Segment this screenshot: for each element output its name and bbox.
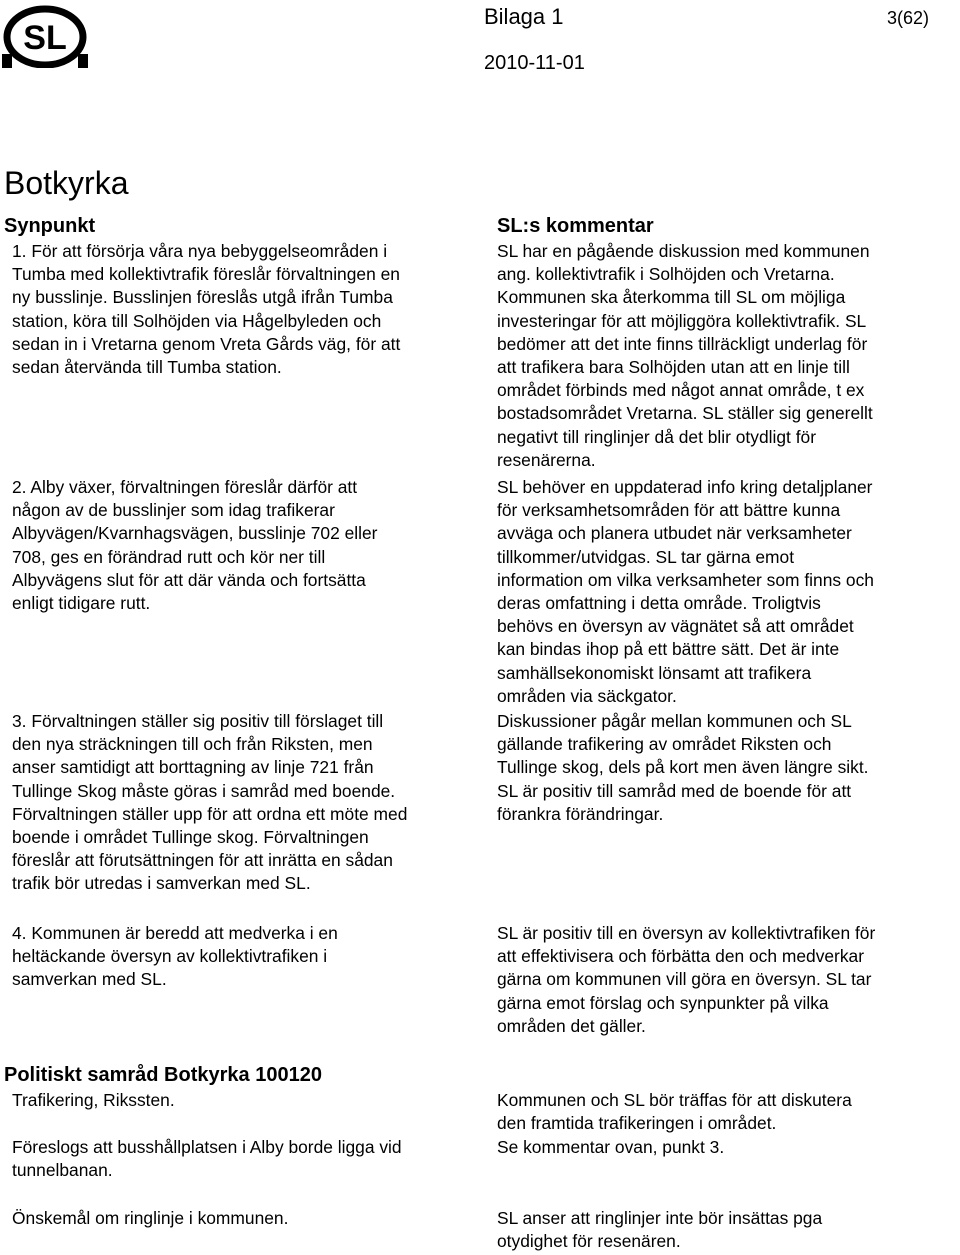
page-title: Botkyrka	[4, 165, 129, 201]
kommentar-3: Diskussioner pågår mellan kommunen och SL gällande trafikering av området Riksten och Tullinge skog, dels på kort men även längre sikt. SL är positiv till samråd med de boende för att förankra förändringar.	[497, 711, 869, 824]
column-header-sl-kommentar: SL:s kommentar	[497, 215, 654, 237]
header-title: Bilaga 1	[484, 4, 564, 29]
column-header-synpunkt: Synpunkt	[4, 215, 96, 237]
synpunkt-1: 1. För att försörja våra nya bebyggelseområden i Tumba med kollektivtrafik föreslår förvaltningen en ny busslinje. Busslinjen föreslås utgå ifrån Tumba station, köra till Solhöjden via Hågelbyleden och sedan in i Vretarna genom Vreta Gårds väg, för att sedan återvända till Tumba station.	[12, 241, 401, 378]
page-number: 3(62)	[887, 8, 930, 28]
samrad-synpunkt-1: Trafikering, Rikssten.	[12, 1090, 175, 1110]
document-date: 2010-11-01	[484, 52, 585, 74]
kommentar-2: SL behöver en uppdaterad info kring detaljplaner för verksamhetsområden för att bättre kunna avväga och planera utbudet när verksamheter tillkommer/utvidgas. SL tar gärna emot information om vilka verksamheter som finns och deras omfattning i detta område. Troligtvis behövs en översyn av vägnätet så att området kan bindas ihop på ett bättre sätt. Det är inte samhällsekonomiskt lönsamt att trafikera områden via säckgator.	[497, 477, 874, 706]
synpunkt-2: 2. Alby växer, förvaltningen föreslår därför att någon av de busslinjer som idag trafikerar Albyvägen/Kvarnhagsvägen, busslinje 702 eller 708, ges en förändrad rutt och kör ner till Albyvägens slut för att där vända och fortsätta enligt tidigare rutt.	[12, 477, 378, 614]
samrad-kommentar-1: Kommunen och SL bör träffas för att diskutera den framtida trafikeringen i området.	[497, 1090, 852, 1134]
samrad-kommentar-2: Se kommentar ovan, punkt 3.	[497, 1137, 725, 1157]
samrad-synpunkt-2: Föreslogs att busshållplatsen i Alby borde ligga vid tunnelbanan.	[12, 1137, 402, 1181]
samrad-synpunkt-3: Önskemål om ringlinje i kommunen.	[12, 1208, 289, 1228]
synpunkt-3: 3. Förvaltningen ställer sig positiv till förslaget till den nya sträckningen till och från Riksten, men anser samtidigt att borttagning av linje 721 från Tullinge Skog måste göras i samråd med boende. Förvaltningen ställer upp för att ordna ett möte med boende i området Tullinge skog. Förvaltningen föreslår att förutsättningen för att inrätta en sådan trafik bör utredas i samverkan med SL.	[12, 711, 408, 894]
section-heading-politiskt-samrad: Politiskt samråd Botkyrka 100120	[4, 1064, 322, 1086]
sl-logo	[2, 4, 102, 68]
kommentar-1: SL har en pågående diskussion med kommunen ang. kollektivtrafik i Solhöjden och Vretarna. Kommunen ska återkomma till SL om möjliga investeringar för att möjliggöra kollektivtrafik. SL bedömer att det inte finns tillräckligt underlag för att trafikera bara Solhöjden utan att en linje till området förbinds med något annat område, t ex bostadsområdet Vretarna. SL ställer sig generellt negativt till ringlinjer då det blir otydligt för resenärerna.	[497, 241, 873, 470]
logo-text: SL	[23, 19, 67, 57]
samrad-kommentar-3: SL anser att ringlinjer inte bör insättas pga otydighet för resenären.	[497, 1208, 823, 1252]
synpunkt-4: 4. Kommunen är beredd att medverka i en heltäckande översyn av kollektivtrafiken i samverkan med SL.	[12, 923, 338, 990]
kommentar-4: SL är positiv till en översyn av kollektivtrafiken för att effektivisera och förbätta den och medverkar gärna om kommunen vill göra en översyn. SL tar gärna emot förslag och synpunkter på vilka områden det gäller.	[497, 923, 876, 1036]
